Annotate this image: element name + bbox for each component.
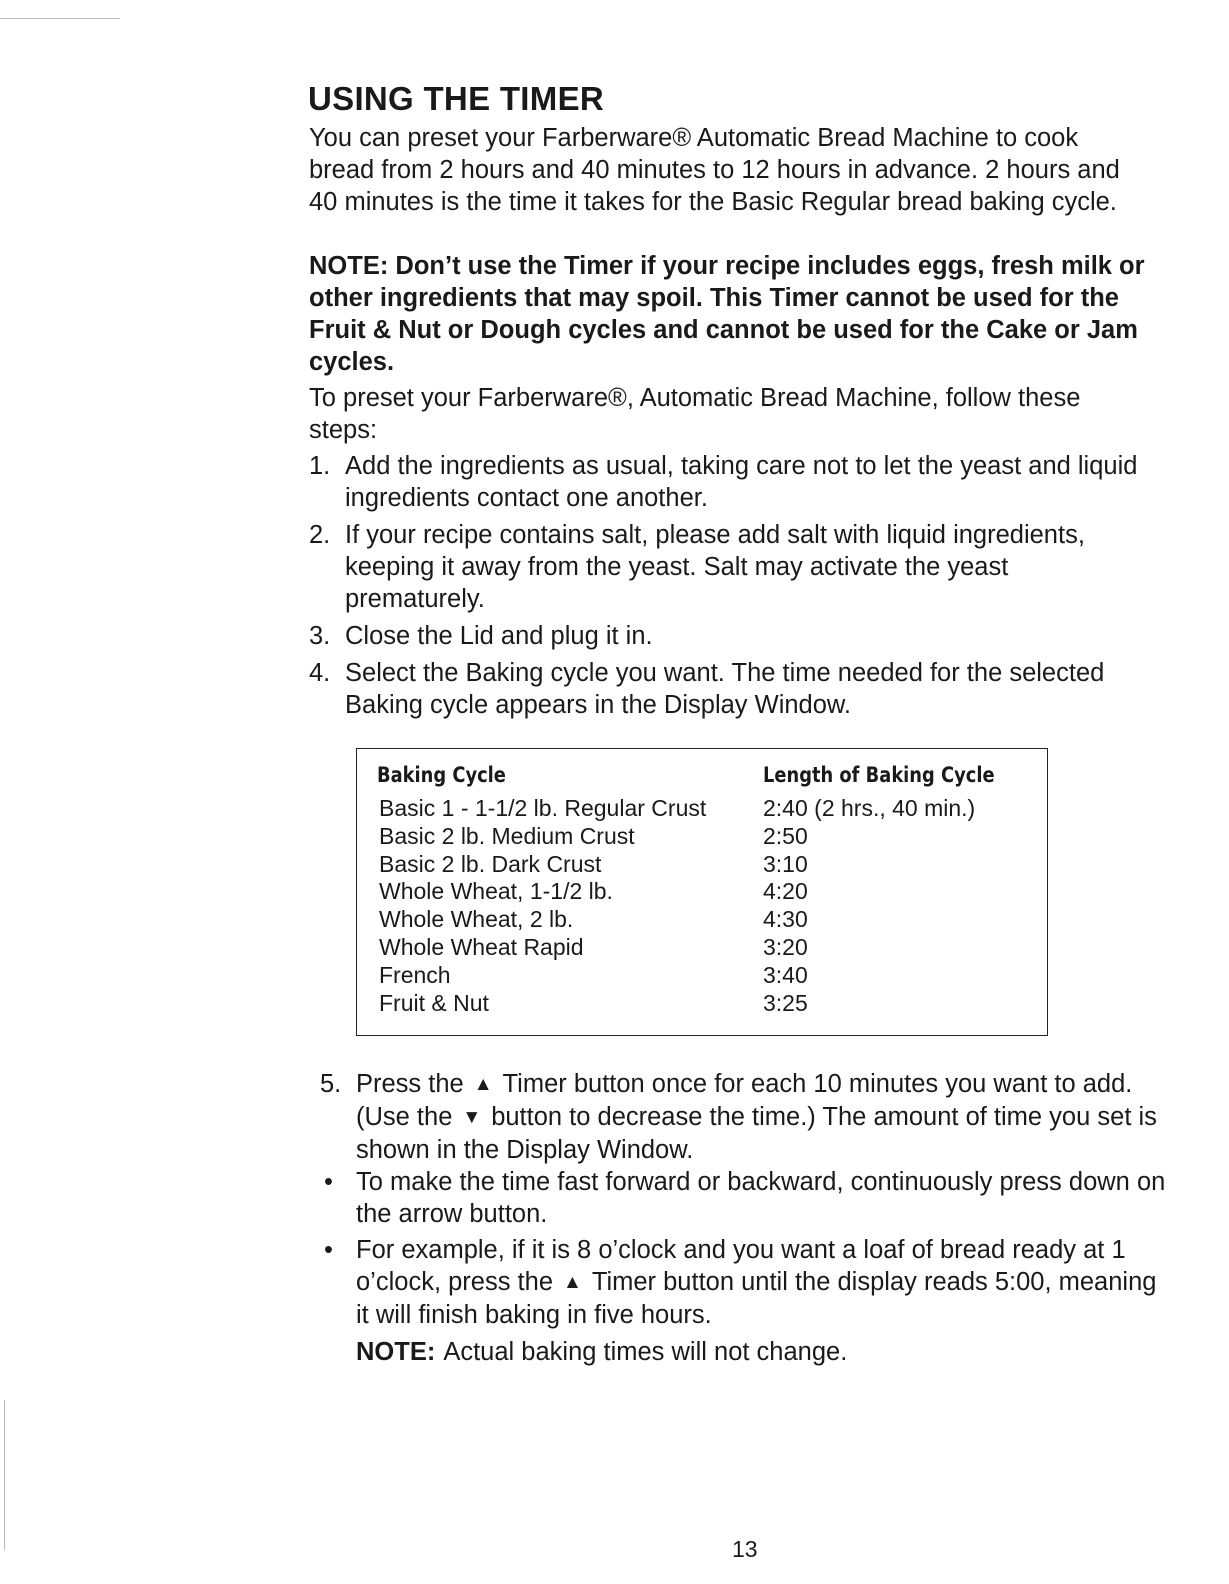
cycle-length: 2:40 (2 hrs., 40 min.) [763,795,976,821]
table-row [379,990,1039,1018]
step-item [309,620,1139,652]
warning-note: NOTE: Don’t use the Timer if your recipe includes eggs, fresh milk or other ingredients that may spoil. This Timer cannot be used for the Fruit & Nut or Dough cycles and cannot be used for the Cake or Jam cycles. [309,252,1145,376]
table-body [379,795,1039,1017]
cycle-name: Whole Wheat, 2 lb. [379,906,574,933]
table-row [379,851,1039,879]
cycle-name: Whole Wheat Rapid [379,933,584,960]
cycle-length: 2:50 [763,822,808,849]
step-number: 5. [320,1070,342,1098]
page-title: USING THE TIMER [308,80,605,117]
step-text-part: Press the [356,1070,464,1098]
cycle-length: 4:20 [763,878,808,905]
table-header-cycle: Baking Cycle [377,763,506,787]
step-number: 3. [309,622,331,650]
bullet-item [320,1166,1170,1230]
step-number: 1. [309,452,331,480]
bullet-item [320,1234,1170,1331]
baking-cycle-table [356,748,1048,1036]
table-row [379,962,1039,990]
table-row [379,823,1039,851]
step-text: If your recipe contains salt, please add salt with liquid ingredients, keeping it away from the yeast. Salt may activate the yeast prematurely. [345,521,1085,613]
cycle-length: 3:10 [763,850,808,877]
down-arrow-icon: ▼ [462,1107,482,1128]
step-number: 2. [309,521,331,549]
up-arrow-icon: ▲ [473,1074,493,1095]
step-text-part: button to decrease the time.) The amount of time you set is shown in the Display Window. [356,1103,1157,1164]
step-item [309,519,1139,615]
table-row [379,795,1039,823]
final-note [356,1336,847,1368]
table-header-length: Length of Baking Cycle [763,763,995,787]
step-item [320,1068,1170,1166]
step-list [309,450,1139,726]
bullet-icon: • [324,1168,333,1196]
cycle-name: Basic 2 lb. Medium Crust [379,822,635,849]
bullet-text: Timer button until the display reads 5:00, meaning it will finish baking in five hours. [356,1268,1157,1329]
preset-intro: To preset your Farberware®, Automatic Bread Machine, follow these steps: [309,384,1081,444]
cycle-name: Basic 2 lb. Dark Crust [379,850,602,877]
up-arrow-icon: ▲ [563,1272,582,1293]
cycle-length: 3:20 [763,933,808,960]
bullet-icon: • [324,1236,333,1264]
bullet-text: To make the time fast forward or backward, continuously press down on the arrow button. [356,1168,1166,1228]
cycle-length: 4:30 [763,906,808,933]
cycle-length: 3:25 [763,989,808,1016]
step-number: 4. [309,659,331,687]
note-text: Actual baking times will not change. [443,1338,848,1366]
tips-list [320,1166,1170,1335]
step-text-part: Timer button once for each 10 minutes you want to add. (Use the [356,1070,1133,1131]
scan-artifact [0,18,120,19]
step-text: Select the Baking cycle you want. The time needed for the selected Baking cycle appears in the Display Window. [345,659,1105,719]
table-row [379,934,1039,962]
table-row [379,906,1039,934]
step-item [309,450,1139,514]
intro-paragraph: You can preset your Farberware® Automatic Bread Machine to cook bread from 2 hours and 40 minutes to 12 hours in advance. 2 hours and 40 minutes is the time it takes for the Basic Regular bread baking cycle. [309,124,1120,216]
cycle-name: Fruit & Nut [379,989,489,1016]
step-text: Close the Lid and plug it in. [345,622,653,650]
cycle-name: Whole Wheat, 1-1/2 lb. [379,878,613,905]
step-text: Add the ingredients as usual, taking care not to let the yeast and liquid ingredients contact one another. [345,452,1138,512]
cycle-name: Basic 1 - 1-1/2 lb. Regular Crust [379,795,707,821]
step-item [309,657,1139,721]
table-row [379,878,1039,906]
bullet-text: For example, if it is 8 o’clock and you want a loaf of bread ready at 1 o’clock, press the [356,1236,1126,1296]
note-label: NOTE: [356,1338,436,1366]
cycle-length: 3:40 [763,961,808,988]
scan-artifact [4,1400,5,1550]
step-list-continued [320,1068,1170,1166]
cycle-name: French [379,961,451,988]
page-number: 13 [732,1536,758,1562]
